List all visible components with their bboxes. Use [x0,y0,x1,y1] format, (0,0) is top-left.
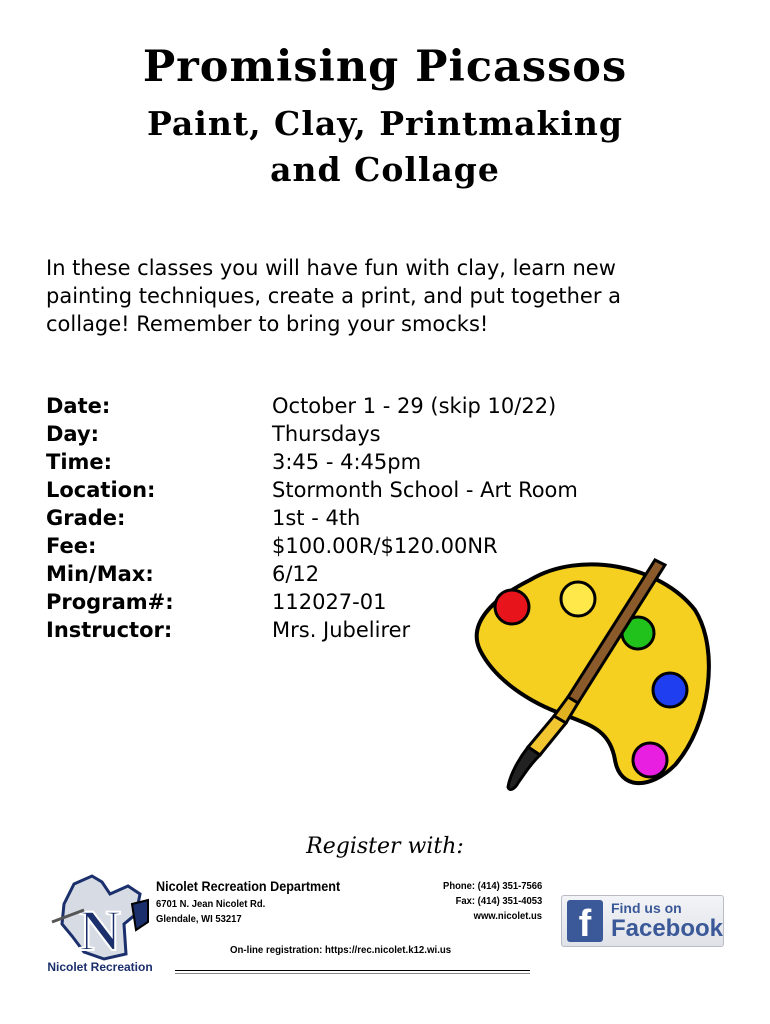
svg-text:N: N [79,898,121,963]
paint-red [495,590,529,624]
intro-paragraph: In these classes you will have fun with clay, learn new painting techniques, create a print, and put together a collage! Remember to bring your smocks! [46,256,622,336]
detail-value: 6/12 [272,562,320,586]
facebook-find-us-label: Find us on [610,900,682,916]
title-line-2: Paint, Clay, Printmaking [147,104,623,143]
footer-divider-shadow [175,973,530,974]
detail-value: Thursdays [272,422,381,446]
phone-number: Phone: (414) 351-7566 [442,880,542,892]
facebook-icon: f [567,900,603,942]
detail-label: Program#: [46,590,174,614]
facebook-badge-text [611,900,723,942]
facebook-label: Facebook [610,915,723,942]
paint-magenta [633,743,667,777]
logo-caption: Nicolet Recreation [47,960,153,974]
detail-row-time [46,448,578,476]
detail-row-date [46,392,578,420]
detail-label: Instructor: [46,618,173,642]
paint-blue [653,673,687,707]
detail-row-grade [46,504,578,532]
detail-row-day [46,420,578,448]
facebook-badge[interactable] [561,895,724,947]
paint-yellow [561,582,595,616]
detail-value: 112027-01 [272,590,387,614]
footer-divider [175,970,530,971]
title-line-3: and Collage [270,150,500,189]
detail-label: Day: [46,422,100,446]
detail-label: Location: [46,478,156,502]
title-line-1: Promising Picassos [142,42,628,92]
detail-label: Min/Max: [46,562,154,586]
department-name: Nicolet Recreation Department [156,878,341,894]
detail-value: Stormonth School - Art Room [272,478,578,502]
detail-value: October 1 - 29 (skip 10/22) [272,394,557,418]
paint-palette-illustration [470,555,715,805]
detail-row-location [46,476,578,504]
detail-value: $100.00R/$120.00NR [272,534,498,558]
register-with-heading: Register with: [306,834,464,859]
detail-label: Grade: [46,506,126,530]
detail-label: Time: [46,450,113,474]
department-address-line-1: 6701 N. Jean Nicolet Rd. [156,898,266,910]
detail-value: 3:45 - 4:45pm [272,450,422,474]
department-address-line-2: Glendale, WI 53217 [156,913,242,925]
detail-value: 1st - 4th [272,506,361,530]
detail-value: Mrs. Jubelirer [272,618,411,642]
website-link[interactable]: www.nicolet.us [473,910,542,922]
detail-label: Fee: [46,534,97,558]
online-registration-link[interactable]: On-line registration: https://rec.nicolet.k12.wi.us [230,944,452,956]
detail-label: Date: [46,394,111,418]
fax-number: Fax: (414) 351-4053 [455,895,542,907]
